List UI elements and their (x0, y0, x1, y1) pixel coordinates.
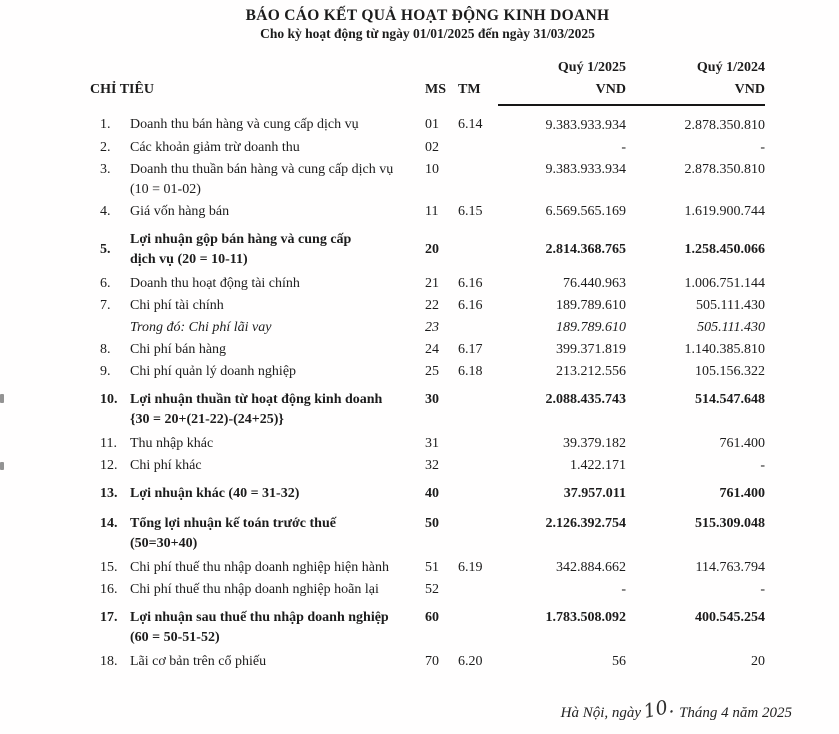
row-number: 2. (100, 140, 111, 155)
table-row (90, 339, 765, 361)
value-q1-2025: 2.088.435.743 (545, 392, 626, 407)
table-row (90, 455, 765, 477)
table-row (90, 507, 765, 557)
criteria-label: Lãi cơ bản trên cổ phiếu (130, 654, 267, 669)
value-q1-2024: - (760, 140, 765, 155)
row-number: 10. (100, 392, 118, 407)
document-title: BÁO CÁO KẾT QUẢ HOẠT ĐỘNG KINH DOANH (245, 7, 610, 24)
period-header-row (90, 56, 765, 79)
value-q1-2025: 9.383.933.934 (545, 162, 626, 177)
row-number: 17. (100, 610, 118, 625)
ms-code: 60 (425, 610, 439, 625)
value-q1-2025: 2.814.368.765 (545, 242, 626, 257)
row-number: 13. (100, 486, 118, 501)
ms-code: 50 (425, 516, 439, 531)
tm-note-ref (458, 223, 498, 273)
scan-artifact (0, 394, 4, 403)
ms-code: 40 (425, 486, 439, 501)
table-row (90, 317, 765, 339)
table-row (90, 601, 765, 651)
tm-note-ref (458, 433, 498, 455)
tm-note-ref: 6.17 (458, 342, 483, 357)
ms-code: 32 (425, 458, 439, 473)
ms-code: 25 (425, 364, 439, 379)
tm-note-ref (458, 137, 498, 159)
table-row (90, 159, 765, 201)
row-number: 16. (100, 582, 118, 597)
tm-note-ref (458, 383, 498, 433)
table-row (90, 383, 765, 433)
tm-note-ref: 6.15 (458, 204, 483, 219)
criteria-label: Chi phí tài chính (130, 298, 224, 313)
table-row (90, 651, 765, 673)
value-q1-2024: 505.111.430 (697, 320, 765, 335)
tm-note-ref: 6.19 (458, 560, 483, 575)
column-header-vnd-2024: VND (626, 79, 765, 105)
value-q1-2025: 213.212.556 (556, 364, 626, 379)
tm-note-ref: 6.16 (458, 276, 483, 291)
criteria-label: Lợi nhuận khác (40 = 31-32) (130, 486, 300, 501)
tm-note-ref: 6.18 (458, 364, 483, 379)
criteria-label: Tổng lợi nhuận kế toán trước thuế (50=30+40) (130, 516, 336, 551)
ms-code: 51 (425, 560, 439, 575)
document-period: Cho kỳ hoạt động từ ngày 01/01/2025 đến ngày 31/03/2025 (260, 26, 595, 41)
row-number: 15. (100, 560, 118, 575)
ms-code: 24 (425, 342, 439, 357)
criteria-label: Chi phí thuế thu nhập doanh nghiệp hoãn lại (130, 582, 379, 597)
column-header-q1-2024: Quý 1/2024 (696, 60, 765, 75)
tm-note-ref (458, 507, 498, 557)
criteria-label: Doanh thu bán hàng và cung cấp dịch vụ (130, 117, 359, 132)
value-q1-2024: 761.400 (719, 486, 765, 501)
value-q1-2024: 1.140.385.810 (684, 342, 765, 357)
column-header-q1-2025: Quý 1/2025 (557, 60, 626, 75)
table-body (90, 105, 765, 673)
criteria-label: Doanh thu thuần bán hàng và cung cấp dịch vụ (10 = 01-02) (130, 162, 394, 197)
tm-note-ref (458, 477, 498, 507)
value-q1-2025: 189.789.610 (556, 320, 626, 335)
column-header-ms: MS (425, 82, 446, 97)
ms-code: 23 (425, 320, 439, 335)
ms-code: 52 (425, 582, 439, 597)
tm-note-ref (458, 579, 498, 601)
row-number: 12. (100, 458, 118, 473)
ms-code: 20 (425, 242, 439, 257)
value-q1-2025: 1.783.508.092 (545, 610, 626, 625)
table-row (90, 223, 765, 273)
criteria-label: Thu nhập khác (130, 436, 214, 451)
table-row (90, 295, 765, 317)
value-q1-2024: 505.111.430 (696, 298, 765, 313)
value-q1-2024: 400.545.254 (695, 610, 765, 625)
criteria-label: Chi phí quản lý doanh nghiệp (130, 364, 297, 379)
value-q1-2024: 515.309.048 (695, 516, 765, 531)
table-row (90, 477, 765, 507)
row-number: 11. (100, 436, 117, 451)
criteria-label: Chi phí khác (130, 458, 202, 473)
value-q1-2025: 37.957.011 (563, 486, 626, 501)
value-q1-2025: 76.440.963 (563, 276, 626, 291)
value-q1-2025: - (621, 582, 626, 597)
value-q1-2024: 2.878.350.810 (684, 118, 765, 133)
value-q1-2024: 105.156.322 (695, 364, 765, 379)
criteria-label: Chi phí bán hàng (130, 342, 227, 357)
criteria-label: Doanh thu hoạt động tài chính (130, 276, 300, 291)
row-number: 18. (100, 654, 118, 669)
value-q1-2024: - (760, 458, 765, 473)
tm-note-ref (458, 455, 498, 477)
value-q1-2025: 56 (612, 654, 626, 669)
value-q1-2025: - (621, 140, 626, 155)
ms-code: 21 (425, 276, 439, 291)
table-row (90, 433, 765, 455)
ms-code: 70 (425, 654, 439, 669)
value-q1-2024: 1.619.900.744 (684, 204, 765, 219)
ms-code: 02 (425, 140, 439, 155)
income-statement-table (90, 56, 765, 673)
table-row (90, 557, 765, 579)
value-q1-2025: 189.789.610 (556, 298, 626, 313)
row-number: 3. (100, 162, 111, 177)
value-q1-2025: 6.569.565.169 (545, 204, 626, 219)
row-number: 6. (100, 276, 111, 291)
table-row (90, 137, 765, 159)
row-number: 14. (100, 516, 118, 531)
column-header-tm: TM (458, 82, 481, 97)
tm-note-ref: 6.16 (458, 298, 483, 313)
value-q1-2025: 9.383.933.934 (545, 118, 626, 133)
handwritten-day: 10. (641, 695, 676, 723)
value-q1-2024: 514.547.648 (695, 392, 765, 407)
value-q1-2024: 20 (751, 654, 765, 669)
ms-code: 11 (425, 204, 439, 219)
value-q1-2025: 399.371.819 (556, 342, 626, 357)
tm-note-ref: 6.14 (458, 117, 483, 132)
signature-date: Tháng 4 năm 2025 (679, 705, 792, 721)
value-q1-2025: 342.884.662 (556, 560, 626, 575)
table-row (90, 273, 765, 295)
ms-code: 30 (425, 392, 439, 407)
tm-note-ref (458, 601, 498, 651)
criteria-label: Lợi nhuận thuần từ hoạt động kinh doanh {30 = 20+(21-22)-(24+25)} (130, 392, 383, 427)
table-row (90, 105, 765, 137)
ms-code: 31 (425, 436, 439, 451)
row-number: 4. (100, 204, 111, 219)
tm-note-ref (458, 159, 498, 201)
tm-note-ref (458, 317, 498, 339)
criteria-label: Giá vốn hàng bán (130, 204, 230, 219)
ms-code: 01 (425, 117, 439, 132)
table-row (90, 201, 765, 223)
signature-date-line (560, 695, 792, 723)
value-q1-2024: 1.006.751.144 (684, 276, 765, 291)
ms-code: 10 (425, 162, 439, 177)
value-q1-2025: 1.422.171 (570, 458, 626, 473)
column-header-vnd-2025: VND (498, 79, 626, 105)
value-q1-2025: 39.379.182 (563, 436, 626, 451)
criteria-label: Lợi nhuận gộp bán hàng và cung cấp dịch vụ (20 = 10-11) (130, 232, 352, 267)
row-number (90, 317, 130, 339)
document-header (90, 7, 765, 42)
spacer-cell (458, 56, 498, 79)
spacer-cell (90, 56, 425, 79)
ms-code: 22 (425, 298, 439, 313)
criteria-label: Trong đó: Chi phí lãi vay (130, 320, 272, 335)
table-row (90, 361, 765, 383)
column-header-row (90, 79, 765, 105)
value-q1-2025: 2.126.392.754 (545, 516, 626, 531)
row-number: 5. (100, 242, 111, 257)
row-number: 8. (100, 342, 111, 357)
column-header-criteria: CHỈ TIÊU (90, 82, 154, 97)
criteria-label: Chi phí thuế thu nhập doanh nghiệp hiện hành (130, 560, 389, 575)
criteria-label: Lợi nhuận sau thuế thu nhập doanh nghiệp (60 = 50-51-52) (130, 610, 389, 645)
criteria-label: Các khoản giảm trừ doanh thu (130, 140, 300, 155)
scan-artifact (0, 462, 4, 470)
value-q1-2024: 114.763.794 (695, 560, 765, 575)
row-number: 7. (100, 298, 111, 313)
value-q1-2024: - (760, 582, 765, 597)
value-q1-2024: 761.400 (719, 436, 765, 451)
table-row (90, 579, 765, 601)
signature-place: Hà Nội, ngày (560, 705, 642, 721)
value-q1-2024: 1.258.450.066 (684, 242, 765, 257)
row-number: 1. (100, 117, 111, 132)
tm-note-ref: 6.20 (458, 654, 483, 669)
value-q1-2024: 2.878.350.810 (684, 162, 765, 177)
spacer-cell (425, 56, 458, 79)
row-number: 9. (100, 364, 111, 379)
